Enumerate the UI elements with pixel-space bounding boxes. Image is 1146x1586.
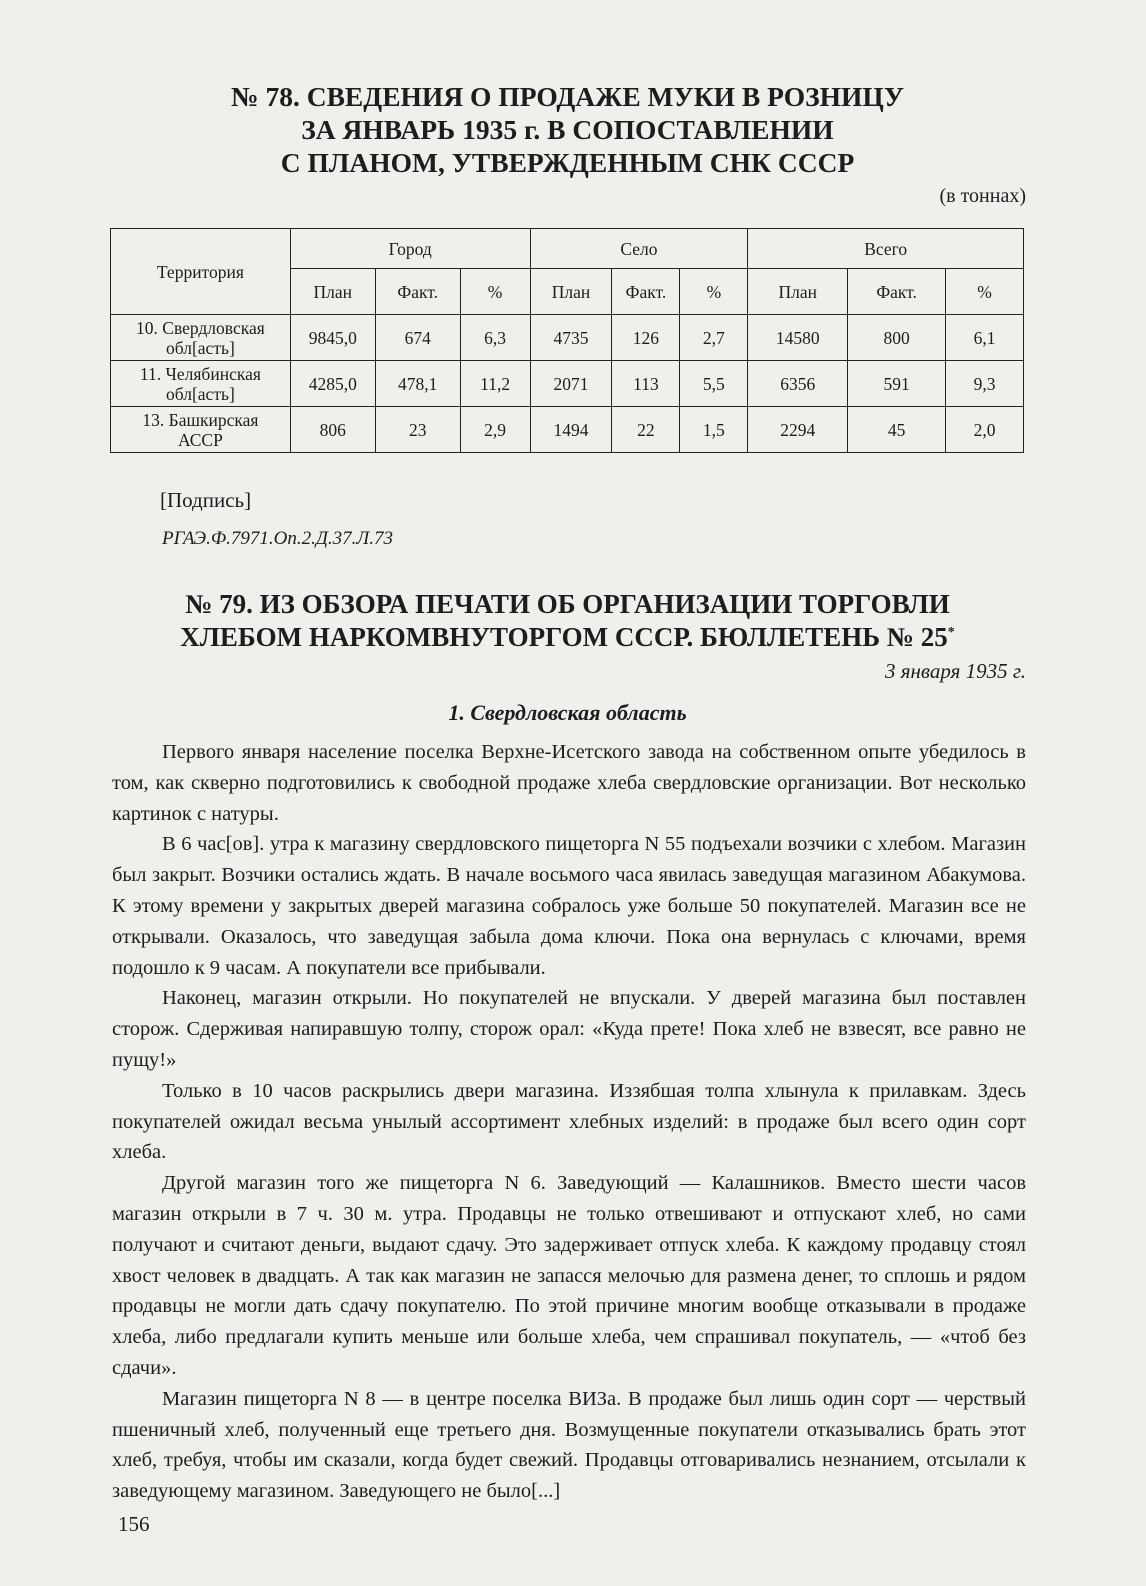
document-78-title: [110, 80, 1025, 179]
table-cell: 806: [290, 407, 375, 453]
table-row: [111, 407, 1024, 453]
territory-cell: [111, 361, 291, 407]
table-cell: 1,5: [680, 407, 748, 453]
territory-name: 13. Башкирская: [142, 409, 259, 430]
subheader-plan: План: [290, 269, 375, 315]
table-cell: 126: [612, 315, 680, 361]
title-text: ХЛЕБОМ НАРКОМВНУТОРГОМ СССР. БЮЛЛЕТЕНЬ № 25: [180, 622, 948, 652]
table-cell: 2071: [530, 361, 612, 407]
signature-note: [Подпись]: [160, 488, 252, 512]
title-line: № 79. ИЗ ОБЗОРА ПЕЧАТИ ОБ ОРГАНИЗАЦИИ ТОРГОВЛИ: [185, 589, 950, 619]
subheader-plan: План: [530, 269, 612, 315]
table-cell: 6,3: [460, 315, 530, 361]
table-row: [111, 361, 1024, 407]
subheader-fact: Факт.: [612, 269, 680, 315]
table-cell: 4735: [530, 315, 612, 361]
group-header-total: Всего: [748, 229, 1024, 269]
table-cell: 1494: [530, 407, 612, 453]
table-cell: 9845,0: [290, 315, 375, 361]
table-cell: 674: [375, 315, 460, 361]
paragraph: Магазин пищеторга N 8 — в центре поселка ВИЗа. В продаже был лишь один сорт — черствый пшеничный хлеб, полученный еще третьего дня. Возмущенные покупатели отказывались брать этот хлеб, требуя, чтобы им сказали, когда будет свежий. Продавцы отговаривались незнанием, отсылали к заведующему магазином. Заведующего не было[...]: [112, 1387, 1026, 1503]
table-cell: 11,2: [460, 361, 530, 407]
body-text: [112, 737, 1026, 1507]
territory-name: 11. Челябинская: [139, 363, 261, 384]
territory-cell: [111, 315, 291, 361]
territory-type: обл[асть]: [166, 383, 235, 404]
subheader-plan: План: [748, 269, 848, 315]
title-line: [110, 621, 1025, 654]
subheader-fact: Факт.: [848, 269, 946, 315]
table-cell: 800: [848, 315, 946, 361]
table-cell: 14580: [748, 315, 848, 361]
table-cell: 22: [612, 407, 680, 453]
paragraph: Другой магазин того же пищеторга N 6. Заведующий — Калашников. Вместо шести часов магазин открыли в 7 ч. 30 м. утра. Продавцы не только отвешивают и отпускают хлеб, но сами получают и считают деньги, выдают сдачу. Это задерживает отпуск хлеба. К каждому продавцу стоял хвост человек в двадцать. А так как магазин не запасся мелочью для размена денег, то сплошь и рядом продавцы не могли дать сдачу покупателю. По этой причине многим вообще отказывали в продаже хлеба, либо предлагали купить меньше или больше хлеба, чем спрашивал покупатель, — «чтоб без сдачи».: [112, 1172, 1026, 1379]
footnote-marker: *: [947, 625, 955, 640]
table-cell: 9,3: [946, 361, 1024, 407]
title-line: № 78. СВЕДЕНИЯ О ПРОДАЖЕ МУКИ В РОЗНИЦУ: [230, 81, 905, 112]
paragraph: В 6 час[ов]. утра к магазину свердловского пищеторга N 55 подъехали возчики с хлебом. Магазин был закрыт. Возчики остались ждать. В начале восьмого часа явилась заведущая магазином Абакумова. К этому времени у закрытых дверей магазина собралось уже больше 50 покупателей. Магазин все не открывали. Оказалось, что заведущая забыла дома ключи. Пока она вернулась с ключами, время подошло к 9 часам. А покупатели все прибывали.: [112, 833, 1026, 979]
territory-type: АССР: [177, 429, 223, 450]
group-header-village: Село: [530, 229, 748, 269]
table-cell: 478,1: [375, 361, 460, 407]
table-row: [111, 315, 1024, 361]
table-cell: 23: [375, 407, 460, 453]
document-79-title: [110, 588, 1025, 654]
paragraph: Наконец, магазин открыли. Но покупателей не впускали. У дверей магазина был поставлен сторож. Сдерживая напиравшую толпу, сторож орал: «Куда прете! Пока хлеб не взвесят, все равно не пущу!»: [112, 987, 1026, 1071]
section-heading: 1. Свердловская область: [448, 700, 687, 725]
subheader-percent: %: [680, 269, 748, 315]
table-cell: 2,7: [680, 315, 748, 361]
table-cell: 5,5: [680, 361, 748, 407]
subheader-percent: %: [460, 269, 530, 315]
table-cell: 45: [848, 407, 946, 453]
territory-type: обл[асть]: [166, 337, 235, 358]
table-header-row: [111, 229, 1024, 269]
table-cell: 6,1: [946, 315, 1024, 361]
table-cell: 2,9: [460, 407, 530, 453]
table-cell: 6356: [748, 361, 848, 407]
territory-header: Территория: [111, 229, 291, 315]
table-cell: 113: [612, 361, 680, 407]
units-note: (в тоннах): [939, 185, 1026, 207]
table-cell: 591: [848, 361, 946, 407]
paragraph: Только в 10 часов раскрылись двери магазина. Иззябшая толпа хлынула к прилавкам. Здесь покупателей ожидал весьма унылый ассортимент хлебных изделий: в продаже был всего один сорт хлеба.: [112, 1079, 1026, 1164]
subheader-percent: %: [946, 269, 1024, 315]
page-number: 156: [118, 1512, 150, 1536]
subheader-fact: Факт.: [375, 269, 460, 315]
table-cell: 4285,0: [290, 361, 375, 407]
title-line: ЗА ЯНВАРЬ 1935 г. В СОПОСТАВЛЕНИИ: [301, 114, 834, 145]
flour-sales-table: [110, 228, 1024, 453]
document-date: 3 января 1935 г.: [884, 659, 1026, 683]
title-line: С ПЛАНОМ, УТВЕРЖДЕННЫМ СНК СССР: [280, 147, 855, 178]
table-cell: 2,0: [946, 407, 1024, 453]
table-cell: 2294: [748, 407, 848, 453]
territory-cell: [111, 407, 291, 453]
territory-name: 10. Свердловская: [136, 317, 265, 338]
archive-reference: РГАЭ.Ф.7971.Оп.2.Д.37.Л.73: [162, 528, 394, 549]
group-header-city: Город: [290, 229, 530, 269]
paragraph: Первого января население поселка Верхне-Исетского завода на собственном опыте убедилось в том, как скверно подготовились к свободной продаже хлеба свердловские организации. Вот несколько картинок с натуры.: [112, 741, 1026, 825]
